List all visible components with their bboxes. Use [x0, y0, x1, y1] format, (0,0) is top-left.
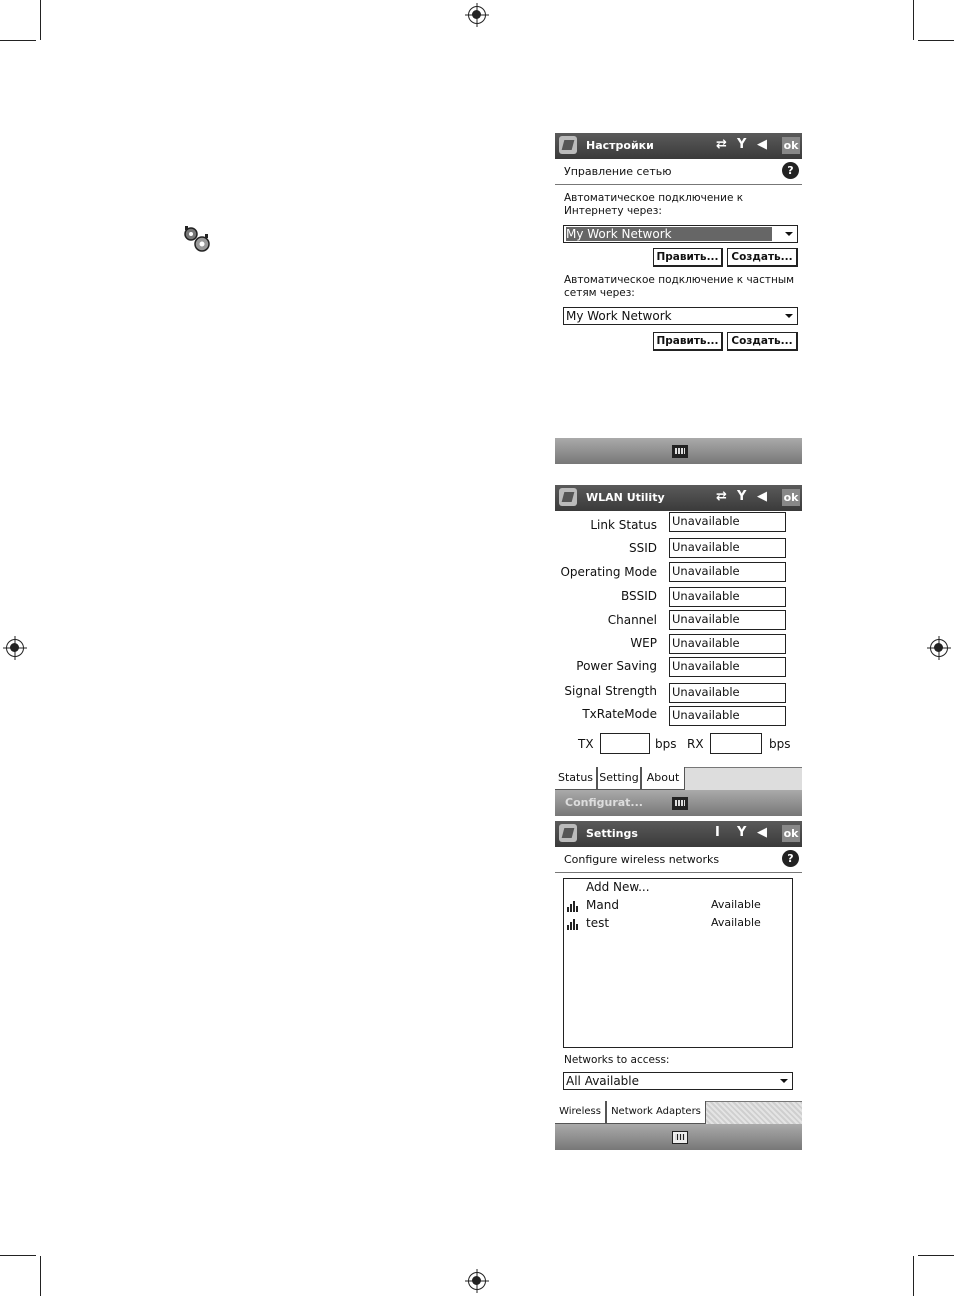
page-subtitle: Управление сетью [564, 165, 672, 178]
help-icon[interactable]: ? [782, 162, 799, 179]
menu-bar [555, 790, 802, 816]
internet-network-value: My Work Network [566, 227, 772, 241]
window-title: Settings [586, 827, 638, 840]
chevron-down-icon[interactable] [782, 309, 796, 323]
signal-icon[interactable]: Y [737, 137, 747, 152]
tx-label: TX [578, 737, 594, 751]
volume-icon[interactable]: ◀ [757, 489, 767, 504]
internet-network-select[interactable] [563, 225, 798, 243]
keyboard-icon[interactable] [672, 1131, 688, 1144]
field-value: Unavailable [669, 562, 786, 582]
volume-icon[interactable]: ◀ [757, 825, 767, 840]
networks-access-label: Networks to access: [564, 1054, 670, 1066]
field-value: Unavailable [669, 657, 786, 677]
list-item[interactable] [566, 916, 790, 933]
rx-rate-box [710, 733, 762, 754]
settings-gear-icon [180, 224, 214, 254]
wireless-network-list[interactable] [563, 878, 793, 1048]
crop-mark [913, 0, 914, 40]
registration-mark [6, 639, 24, 657]
field-label: Signal Strength [564, 684, 657, 698]
signal-icon[interactable]: Y [737, 489, 747, 504]
registration-mark [468, 6, 486, 24]
network-name: Mand [586, 898, 619, 912]
title-bar [555, 485, 802, 511]
configuration-menu[interactable]: Configurat... [565, 796, 643, 809]
tx-bps-label: bps [655, 737, 677, 751]
tab-bar [555, 1101, 802, 1126]
network-status: Available [711, 916, 761, 929]
page-subtitle-bar [555, 160, 802, 185]
field-label: WEP [630, 636, 657, 650]
field-value: Unavailable [669, 683, 786, 703]
field-label: Channel [607, 613, 657, 627]
connectivity-icon[interactable]: I [715, 825, 720, 840]
help-icon[interactable]: ? [782, 850, 799, 867]
signal-icon[interactable]: Y [737, 825, 747, 840]
field-value: Unavailable [669, 634, 786, 654]
connectivity-icon[interactable]: ⇄ [716, 137, 727, 152]
tab-wireless[interactable]: Wireless [555, 1101, 606, 1124]
start-menu-icon[interactable] [559, 488, 577, 506]
field-value: Unavailable [669, 538, 786, 558]
crop-mark [0, 1255, 36, 1256]
field-label: SSID [628, 541, 657, 555]
crop-mark [918, 40, 954, 41]
tab-status[interactable]: Status [555, 767, 597, 790]
crop-mark [913, 1256, 914, 1296]
field-value: Unavailable [669, 587, 786, 607]
networks-access-select[interactable] [563, 1072, 793, 1090]
crop-mark [918, 1255, 954, 1256]
title-bar [555, 821, 802, 847]
wifi-signal-icon [566, 900, 582, 912]
page-subtitle: Configure wireless networks [564, 853, 720, 866]
start-menu-icon[interactable] [559, 136, 577, 154]
wifi-signal-icon [566, 918, 582, 930]
chevron-down-icon[interactable] [777, 1074, 791, 1088]
keyboard-icon[interactable] [672, 797, 688, 810]
registration-mark [930, 639, 948, 657]
page-subtitle-bar [555, 848, 802, 873]
rx-bps-label: bps [769, 737, 791, 751]
field-value: Unavailable [669, 706, 786, 726]
edit-button[interactable]: Править... [653, 332, 723, 351]
crop-mark [40, 1256, 41, 1296]
menu-bar [555, 1124, 802, 1150]
list-item[interactable] [566, 898, 790, 915]
tab-about[interactable]: About [641, 767, 685, 790]
private-network-select[interactable] [563, 307, 798, 325]
tab-network-adapters[interactable]: Network Adapters [606, 1101, 706, 1124]
ok-button[interactable]: ok [783, 491, 799, 504]
edit-button[interactable]: Править... [653, 248, 723, 267]
network-status: Available [711, 898, 761, 911]
registration-mark [468, 1272, 486, 1290]
keyboard-icon[interactable] [672, 445, 688, 458]
field-value: Unavailable [669, 512, 786, 532]
field-label: Power Saving [576, 659, 657, 673]
field-label: TxRateMode [582, 707, 657, 721]
connectivity-icon[interactable]: ⇄ [716, 489, 727, 504]
ok-button[interactable]: ok [783, 827, 799, 840]
rx-label: RX [687, 737, 704, 751]
private-connection-label: Автоматическое подключение к частным сетям через: [564, 274, 795, 299]
start-menu-icon[interactable] [559, 824, 577, 842]
menu-bar [555, 438, 802, 464]
private-network-value: My Work Network [566, 309, 672, 323]
internet-connection-label: Автоматическое подключение к Интернету через: [564, 192, 744, 217]
networks-access-value: All Available [566, 1074, 640, 1088]
create-button[interactable]: Создать... [727, 332, 798, 351]
title-bar [555, 133, 802, 159]
add-new-network[interactable]: Add New... [586, 880, 650, 894]
field-value: Unavailable [669, 610, 786, 630]
tab-bar [555, 767, 802, 792]
crop-mark [40, 0, 41, 40]
tx-rate-box [600, 733, 650, 754]
field-label: Link Status [590, 518, 657, 532]
chevron-down-icon[interactable] [782, 227, 796, 241]
tab-setting[interactable]: Setting [597, 767, 641, 790]
volume-icon[interactable]: ◀ [757, 137, 767, 152]
crop-mark [0, 40, 36, 41]
ok-button[interactable]: ok [783, 139, 799, 152]
network-name: test [586, 916, 610, 930]
window-title: WLAN Utility [586, 491, 665, 504]
field-label: Operating Mode [560, 565, 657, 579]
create-button[interactable]: Создать... [727, 248, 798, 267]
field-label: BSSID [620, 589, 657, 603]
window-title: Настройки [586, 139, 654, 152]
